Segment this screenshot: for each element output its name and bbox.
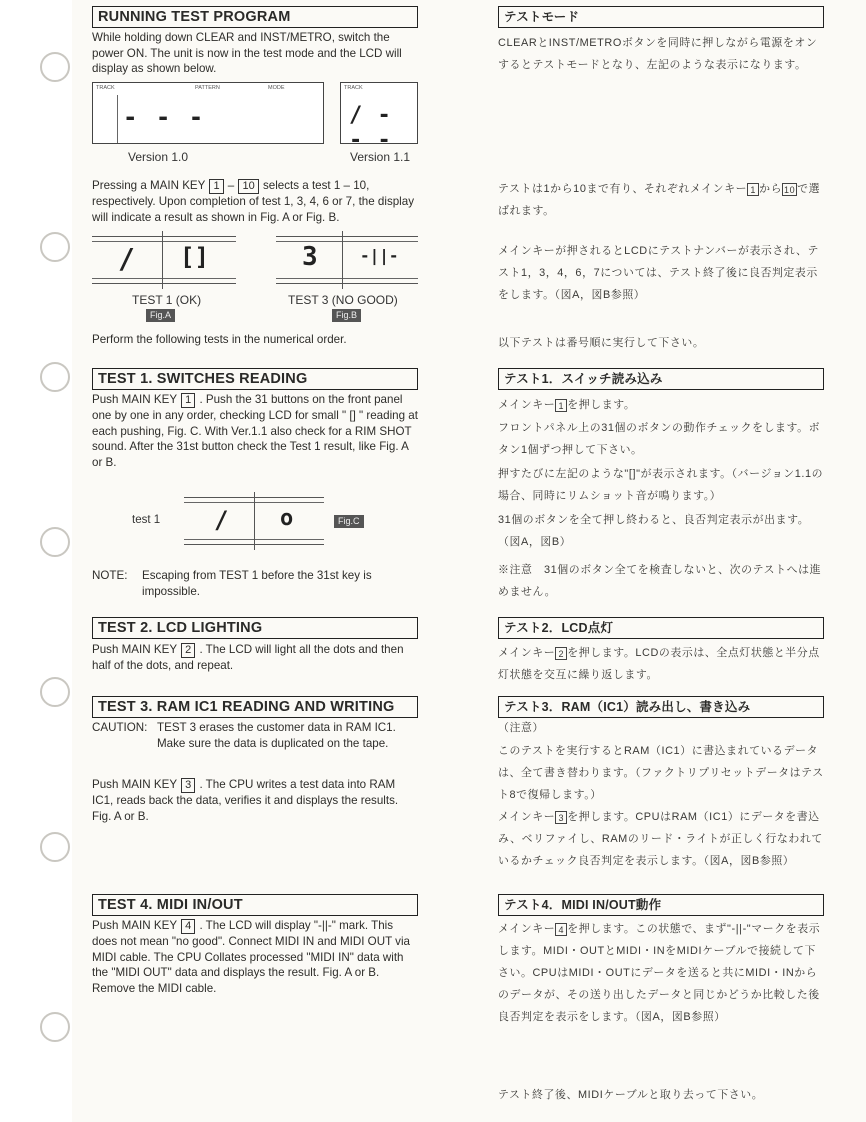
- ja-test1-p2: フロントパネル上の31個のボタンの動作チェックをします。ボタン1個ずつ押して下さい。: [498, 422, 821, 456]
- order-note: Perform the following tests in the numerical order.: [92, 333, 347, 346]
- section-heading-test3: TEST 3. RAM IC1 READING AND WRITING: [92, 696, 418, 718]
- main-key-text-a: Pressing a MAIN KEY: [92, 179, 206, 192]
- test1-paragraph: [92, 392, 418, 470]
- version-label-1-1: Version 1.1: [350, 150, 411, 164]
- lcd-label-track-2: TRACK: [344, 85, 363, 91]
- ja-test1-p4: 31個のボタンを全て押し終わると、良否判定表示が出ます。（図A，図B）: [498, 514, 810, 548]
- ja-main-key-2: 2: [555, 647, 567, 660]
- test3-text-b: . The CPU writes a test data into RAM IC1, reads back the data, verifies it and displays the results. Fig. A or B.: [92, 778, 399, 823]
- punch-hole-icon: [40, 832, 70, 862]
- main-key-2: 2: [181, 643, 195, 658]
- caution-text: TEST 3 erases the customer data in RAM IC1. Make sure the data is duplicated on the tape.: [157, 721, 396, 750]
- ja-main-key-paragraph: [498, 178, 824, 222]
- fig-a-tag: Fig.A: [146, 309, 175, 322]
- ja-section-heading-test1: テスト1．スイッチ読み込み: [498, 368, 824, 390]
- ja-main-key-4: 4: [555, 923, 567, 936]
- ja-order-note: 以下テストは番号順に実行して下さい。: [498, 337, 705, 349]
- test2-text-b: . The LCD will light all the dots and then half of the dots, and repeat.: [92, 643, 404, 672]
- fig-c-display: [184, 497, 324, 545]
- ja-result-paragraph: メインキーが押されるとLCDにテストナンバーが表示され、テスト1，3，4，6，7については、テスト終了後に良否判定表示をします。（図A，図B参照）: [498, 245, 820, 301]
- ja-section-heading-test-mode: テストモード: [498, 6, 824, 28]
- ja-main-key-10: 10: [784, 184, 796, 195]
- lcd-digits-v10: - - -: [123, 103, 206, 131]
- ja-test3-p1: このテストを実行するとRAM（IC1）に書込まれているデータは、全て書き替わります。（ファクトリプリセットデータはテスト8で復帰します。）: [498, 745, 824, 801]
- section-heading-test2: TEST 2. LCD LIGHTING: [92, 617, 418, 639]
- ja-main-key-text-b: から: [759, 183, 783, 195]
- ja-section-heading-test4: テスト4．MIDI IN/OUT動作: [498, 894, 824, 916]
- lcd-divider: [117, 95, 118, 143]
- punch-hole-icon: [40, 1012, 70, 1042]
- ja-test4-p2: テスト終了後、MIDIケーブルと取り去って下さい。: [498, 1089, 764, 1101]
- fig-a-digit-2: []: [180, 243, 209, 271]
- test3-paragraph: [92, 777, 418, 824]
- test3-text-a: Push MAIN KEY: [92, 778, 177, 791]
- ja-section-heading-test3: テスト3．RAM（IC1）読み出し、書き込み: [498, 696, 824, 718]
- lcd-version-1-0: [92, 82, 324, 144]
- ja-intro-paragraph: CLEARとINST/METROボタンを同時に押しながら電源をオンするとテストモードとなり、左記のような表示になります。: [498, 37, 818, 71]
- test1-text-b: . Push the 31 buttons on the front panel one by one in any order, checking LCD for small " [] " reading at each pushing, Fig. C. With Ver.1.1 also check for a RIM SHOT sound. After the 31st button check the Test 1 result, like Fig. A or B.: [92, 393, 418, 469]
- caution-label: CAUTION:: [92, 721, 148, 734]
- fig-a-display: [92, 236, 236, 284]
- main-key-dash: –: [227, 179, 235, 192]
- binder-margin: [0, 0, 72, 1122]
- fig-b-caption: TEST 3 (NO GOOD): [288, 293, 398, 307]
- test4-paragraph: [92, 918, 418, 996]
- ja-test4-p1: [498, 918, 824, 1028]
- test4-text-b: . The LCD will display "-||-" mark. This does not mean "no good". Connect MIDI IN and MIDI OUT via MIDI cable. The CPU Collates processed "MIDI IN" data with the "MIDI OUT" data and displays the result. Fig. A or B. Remove the MIDI cable.: [92, 919, 410, 995]
- fig-b-digit-2: -||-: [360, 246, 399, 265]
- fig-a-digit-1: /: [118, 242, 135, 275]
- fig-c-digit-2: o: [280, 506, 294, 531]
- ja-test3-p2: [498, 806, 824, 872]
- punch-hole-icon: [40, 362, 70, 392]
- main-key-4: 4: [181, 919, 195, 934]
- note-text: Escaping from TEST 1 before the 31st key is impossible.: [142, 569, 372, 598]
- version-label-1-0: Version 1.0: [128, 150, 189, 164]
- test2-paragraph: [92, 642, 418, 674]
- main-key-paragraph: [92, 178, 418, 225]
- ja-test4-text-a: メインキー: [498, 923, 556, 935]
- test4-text-a: Push MAIN KEY: [92, 919, 177, 932]
- ja-main-key-1-test1: 1: [555, 399, 567, 412]
- ja-main-key-1: 1: [747, 183, 759, 196]
- ja-test1-text-a: メインキー: [498, 399, 556, 411]
- main-key-1: 1: [209, 179, 223, 194]
- note-label: NOTE:: [92, 569, 128, 582]
- ja-section-heading-test2: テスト2．LCD点灯: [498, 617, 824, 639]
- section-heading-test4: TEST 4. MIDI IN/OUT: [92, 894, 418, 916]
- ja-test2-text-a: メインキー: [498, 647, 556, 659]
- ja-test1-p1: [498, 394, 824, 416]
- main-key-10: 10: [238, 179, 258, 194]
- ja-test1-p3: 押すたびに左記のような"[]"が表示されます。（バージョン1.1の場合、同時にリムショット音が鳴ります。）: [498, 468, 824, 502]
- lcd-digits-v11: / - - -: [349, 103, 392, 153]
- punch-hole-icon: [40, 527, 70, 557]
- fig-c-digit-1: /: [214, 506, 229, 534]
- punch-hole-icon: [40, 232, 70, 262]
- ja-test2-paragraph: [498, 642, 824, 686]
- fig-c-label: test 1: [132, 514, 161, 526]
- fig-c-tag: Fig.C: [334, 515, 364, 528]
- lcd-label-pattern: PATTERN: [195, 85, 220, 91]
- fig-b-display: [276, 236, 418, 284]
- ja-test3-text-a: メインキー: [498, 811, 556, 823]
- ja-main-key-text-a: テストは1から10まで有り、それぞれメインキー: [498, 183, 748, 195]
- ja-test1-text-b: を押します。: [567, 399, 636, 411]
- test1-text-a: Push MAIN KEY: [92, 393, 177, 406]
- ja-test4-text-b: を押します。この状態で、まず"-||-"マークを表示します。MIDI・OUTとMIDI・INをMIDIケーブルで接続して下さい。CPUはMIDI・OUTにデータを送ると共にMIDI・INからのデータが、その送り出したデータと同じかどうか比較した後良否判定を表示をします。（図A，図B参照）: [498, 923, 821, 1023]
- lcd-label-track: TRACK: [96, 85, 115, 91]
- lcd-label-mode: MODE: [268, 85, 285, 91]
- test2-text-a: Push MAIN KEY: [92, 643, 177, 656]
- punch-hole-icon: [40, 677, 70, 707]
- ja-test2-text-b: を押します。LCDの表示は、全点灯状態と半分点灯状態を交互に繰り返します。: [498, 647, 820, 681]
- lcd-version-1-1: [340, 82, 418, 153]
- fig-b-tag: Fig.B: [332, 309, 361, 322]
- ja-test3-text-b: を押します。CPUはRAM（IC1）にデータを書込み、ベリファイし、RAMのリード・ライトが正しく行なわれているかチェック良否判定を表示します。（図A，図B参照）: [498, 811, 823, 867]
- ja-test1-note: ※注意 31個のボタン全てを検査しないと、次のテストへは進めません。: [498, 564, 822, 598]
- main-key-1-test1: 1: [181, 393, 195, 408]
- ja-main-key-3: 3: [555, 811, 567, 824]
- fig-b-digit-1: 3: [302, 242, 318, 272]
- section-heading-running-test: RUNNING TEST PROGRAM: [92, 6, 418, 28]
- fig-a-caption: TEST 1 (OK): [132, 293, 202, 307]
- main-key-3: 3: [181, 778, 195, 793]
- punch-hole-icon: [40, 52, 70, 82]
- section-heading-test1: TEST 1. SWITCHES READING: [92, 368, 418, 390]
- ja-caution: （注意）: [498, 722, 544, 734]
- ja-main-key-text-c: で選ばれます。: [498, 183, 821, 217]
- main-key-text-b: selects a test 1 – 10, respectively. Upon completion of test 1, 3, 4, 6 or 7, the display will indicate a result as shown in Fig. A or Fig. B.: [92, 179, 415, 224]
- intro-paragraph: While holding down CLEAR and INST/METRO, switch the power ON. The unit is now in the test mode and the LCD will display as shown below.: [92, 31, 402, 76]
